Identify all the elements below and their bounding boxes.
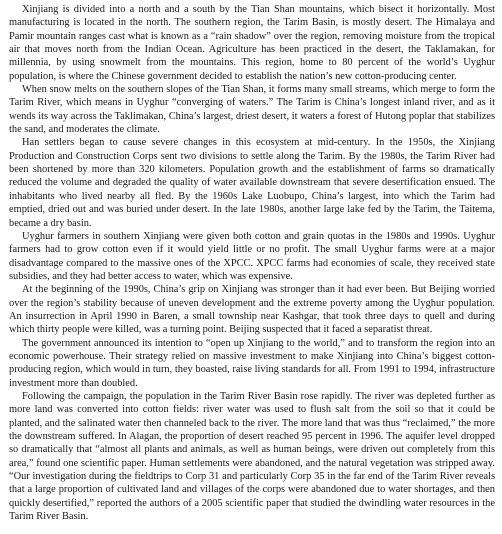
paragraph-5: At the beginning of the 1990s, China’s grip on Xinjiang was stronger than it had ever been. But Beijing worried over the region’s stability because of uneven development and the extreme poverty among the Uyghur population. An insurrection in April 1990 in Baren, a small township near Kashgar, that took three days to quell and during which thirty people were killed, was a turning point. Beijing suspected that it faced a separatist threat. (9, 284, 495, 336)
paragraph-1: Xinjiang is divided into a north and a south by the Tian Shan mountains, which bisect it horizontally. Most manufacturing is located in the north. The southern region, the Tarim Basin, is mostly desert. The Himalaya and Pamir mountain ranges cast what is known as a “rain shadow” over the region, removing moisture from the tropical air that moves north from the Indian Ocean. Agriculture has been practiced in the desert, the Taklamakan, for millennia, by using snowmelt from the mountains. This region, home to 80 percent of the world’s Uyghur population, is where the Chinese government decided to establish the nation’s new cotton-producing center. (9, 4, 495, 82)
paragraph-3: Han settlers began to cause severe changes in this ecosystem at mid-century. In the 1950s, the Xinjiang Production and Construction Corps sent two divisions to settle along the Tarim. By the 1980s, the Tarim River had been shortened by more than 320 kilometers. Population growth and the establishment of farms so dramatically reduced the volume and degraded the quality of water available downstream that severe desertification ensued. The inhabitants who lived nearby all fled. By the 1960s Lake Luobupo, China’s largest, into which the Tarim had emptied, dried out and was buried under desert. In the late 1980s, another large lake fed by the Tarim, the Taitema, became a dry basin. (9, 137, 495, 229)
paragraph-6: The government announced its intention to “open up Xinjiang to the world,” and to transform the region into an economic powerhouse. Their strategy relied on massive investment to make Xinjiang into China’s biggest cotton-producing region, which would in turn, they boasted, raise living standards for all. From 1991 to 1994, infrastructure investment more than doubled. (9, 337, 495, 389)
paragraph-7: Following the campaign, the population in the Tarim River Basin rose rapidly. The river was depleted further as more land was converted into cotton fields: river water was used to flush salt from the soil so that it could be planted, and the salinated water then channeled back to the river. The more land that was thus “reclaimed,” the more the downstream suffered. In Alagan, the proportion of desert reached 95 percent in 1996. The aquifer level dropped so dramatically that “almost all plants and animals, as well as human beings, were driven out completely from this area,” found one scientific paper. Human settlements were abandoned, and the natural vegetation was stripped away. “Our investigation during the fieldtrips to Corp 31 and particularly Corp 35 in the far end of the Tarim River reveals that a large proportion of cultivated land and villages of the corps were abandoned due to water shortages, and then quickly desertified,” reported the authors of a 2005 scientific paper that studied the dwindling water resources in the Tarim River Basin. (9, 390, 495, 523)
paragraph-2: When snow melts on the southern slopes of the Tian Shan, it forms many small streams, which merge to form the Tarim River, which means in Uyghur “converging of waters.” The Tarim is China’s longest inland river, and as it wends its way across the Taklimakan, China’s largest, driest desert, it waters a forest of Hutong poplar that stabilizes the sand, and moderates the climate. (9, 84, 495, 136)
paragraph-4: Uyghur farmers in southern Xinjiang were given both cotton and grain quotas in the 1980s and 1990s. Uyghur farmers had to grow cotton even if it would yield little or no profit. The small Uyghur farms were at a major disadvantage compared to the massive ones of the XPCC. XPCC farms had economies of scale, they received state subsidies, and they had better access to water, which was expensive. (9, 230, 495, 282)
